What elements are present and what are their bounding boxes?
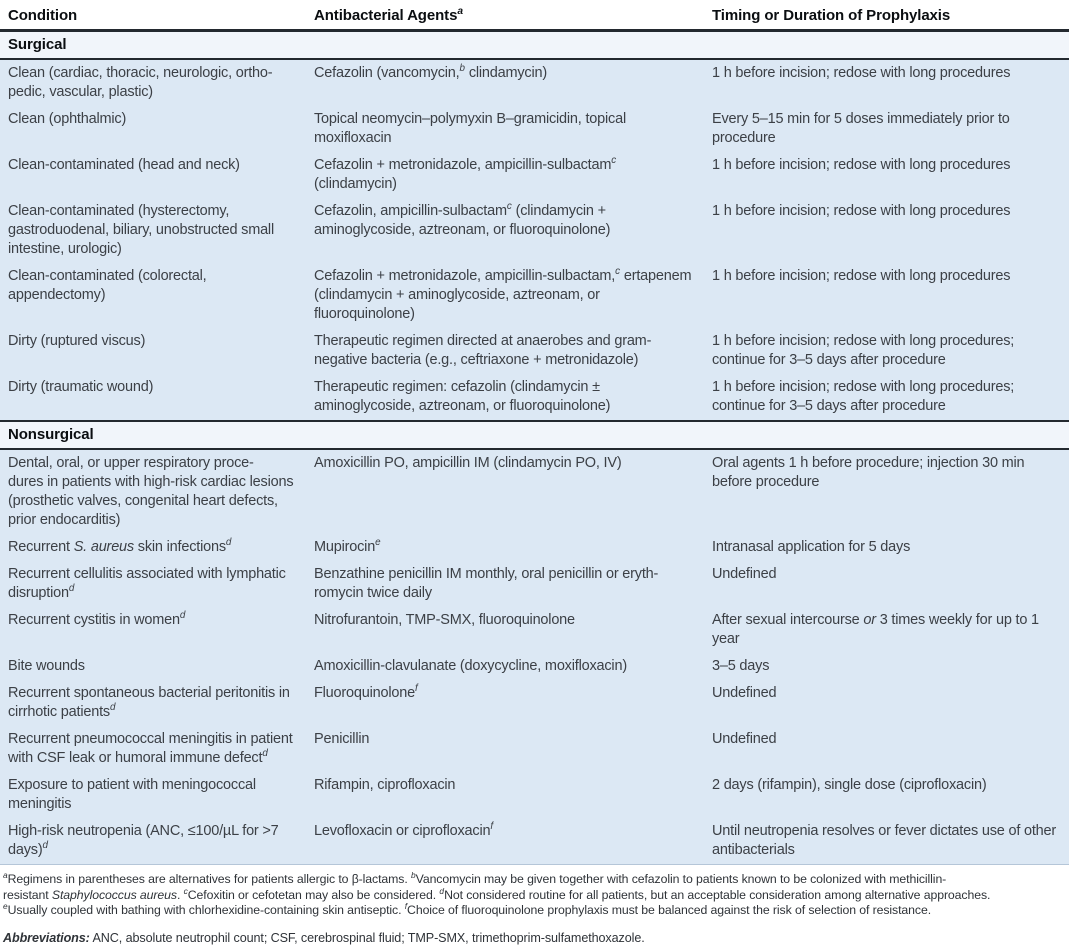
condition-cell: Dirty (ruptured viscus) — [0, 328, 306, 374]
condition-cell: Clean-contaminated (hysterectomy, gastroduodenal, biliary, unobstructed small intestine, urologic) — [0, 198, 306, 263]
section-label: Nonsurgical — [0, 421, 1069, 449]
condition-cell: High-risk neutropenia (ANC, ≤100/µL for >7 days)$^d$ — [0, 818, 306, 865]
table-row — [0, 680, 1069, 726]
condition-cell: Recurrent cystitis in women$^d$ — [0, 607, 306, 653]
timing-cell: 1 h before incision; redose with long procedures — [704, 198, 1069, 263]
section-row — [0, 31, 1069, 60]
agents-cell: Therapeutic regimen: cefazolin (clindamycin ± aminoglycoside, aztreonam, or fluoroquinolone) — [306, 374, 704, 421]
agents-cell: Nitrofurantoin, TMP-SMX, fluoroquinolone — [306, 607, 704, 653]
abbreviations-label: Abbreviations: — [3, 930, 90, 945]
condition-cell: Clean-contaminated (head and neck) — [0, 152, 306, 198]
prophylaxis-table — [0, 2, 1069, 865]
condition-cell: Dirty (traumatic wound) — [0, 374, 306, 421]
timing-cell: 2 days (rifampin), single dose (ciprofloxacin) — [704, 772, 1069, 818]
table-row — [0, 561, 1069, 607]
agents-cell: Cefazolin + metronidazole, ampicillin-sulbactam,$^c$ ertapenem (clindamycin + aminoglycoside, aztreonam, or fluoroquinolone) — [306, 263, 704, 328]
table-row — [0, 263, 1069, 328]
timing-cell: Undefined — [704, 726, 1069, 772]
table-row — [0, 772, 1069, 818]
footnotes: $^a$Regimens in parentheses are alternatives for patients allergic to β-lactams. $^b$Vancomycin may be given together with cefazolin to patients known to be colonized with methicillin- resistant Staphylococcus aureus. $^c$Cefoxitin or cefotetan may also be considered. $^d$Not considered routine for all patients, but an acceptable consideration among alternative approaches. $^e$Usually coupled with bathing with chlorhexidine-containing skin antiseptic. $^f$Choice of fluoroquinolone prophylaxis must be balanced against the risk of selection of resistance. — [3, 869, 991, 917]
table-row — [0, 653, 1069, 680]
agents-cell: Cefazolin, ampicillin-sulbactam$^c$ (clindamycin + aminoglycoside, aztreonam, or fluoroquinolone) — [306, 198, 704, 263]
agents-cell: Mupirocin$^e$ — [306, 534, 704, 561]
section-label: Surgical — [0, 31, 1069, 60]
table-row — [0, 449, 1069, 534]
condition-cell: Dental, oral, or upper respiratory proce- dures in patients with high-risk cardiac lesions (prosthetic valves, congenital heart defects, prior endocarditis) — [0, 449, 306, 534]
condition-cell: Clean (cardiac, thoracic, neurologic, ortho- pedic, vascular, plastic) — [0, 59, 306, 106]
condition-cell: Exposure to patient with meningococcal meningitis — [0, 772, 306, 818]
table-row — [0, 818, 1069, 865]
timing-cell: Undefined — [704, 680, 1069, 726]
timing-cell: Every 5–15 min for 5 doses immediately prior to procedure — [704, 106, 1069, 152]
table-row — [0, 607, 1069, 653]
timing-cell: 1 h before incision; redose with long procedures — [704, 152, 1069, 198]
timing-cell: 1 h before incision; redose with long procedures; continue for 3–5 days after procedure — [704, 328, 1069, 374]
condition-cell: Clean-contaminated (colorectal, appendectomy) — [0, 263, 306, 328]
section-row — [0, 421, 1069, 449]
table-row — [0, 534, 1069, 561]
table-row — [0, 152, 1069, 198]
agents-cell: Fluoroquinolone$^f$ — [306, 680, 704, 726]
condition-cell: Clean (ophthalmic) — [0, 106, 306, 152]
agents-cell: Cefazolin (vancomycin,$^b$ clindamycin) — [306, 59, 704, 106]
column-header-antibacterial-agents: Antibacterial Agents$^a$ — [306, 2, 704, 31]
timing-cell: 1 h before incision; redose with long procedures; continue for 3–5 days after procedure — [704, 374, 1069, 421]
timing-cell: Undefined — [704, 561, 1069, 607]
timing-cell: Oral agents 1 h before procedure; injection 30 min before procedure — [704, 449, 1069, 534]
column-header-timing: Timing or Duration of Prophylaxis — [704, 2, 1069, 31]
condition-cell: Recurrent spontaneous bacterial peritonitis in cirrhotic patients$^d$ — [0, 680, 306, 726]
timing-cell: 1 h before incision; redose with long procedures — [704, 59, 1069, 106]
agents-cell: Levofloxacin or ciprofloxacin$^f$ — [306, 818, 704, 865]
prophylaxis-table-page — [0, 2, 1069, 945]
condition-cell: Recurrent S. aureus skin infections$^d$ — [0, 534, 306, 561]
agents-cell: Amoxicillin PO, ampicillin IM (clindamycin PO, IV) — [306, 449, 704, 534]
agents-cell: Cefazolin + metronidazole, ampicillin-sulbactam$^c$ (clindamycin) — [306, 152, 704, 198]
timing-cell: Intranasal application for 5 days — [704, 534, 1069, 561]
timing-cell: 1 h before incision; redose with long procedures — [704, 263, 1069, 328]
table-row — [0, 726, 1069, 772]
timing-cell: After sexual intercourse or 3 times weekly for up to 1 year — [704, 607, 1069, 653]
agents-cell: Rifampin, ciprofloxacin — [306, 772, 704, 818]
table-row — [0, 374, 1069, 421]
agents-cell: Penicillin — [306, 726, 704, 772]
condition-cell: Bite wounds — [0, 653, 306, 680]
agents-cell: Benzathine penicillin IM monthly, oral penicillin or eryth- romycin twice daily — [306, 561, 704, 607]
agents-cell: Amoxicillin-clavulanate (doxycycline, moxifloxacin) — [306, 653, 704, 680]
table-row — [0, 328, 1069, 374]
condition-cell: Recurrent pneumococcal meningitis in patient with CSF leak or humoral immune defect$^d$ — [0, 726, 306, 772]
table-body — [0, 31, 1069, 865]
abbreviations-text: ANC, absolute neutrophil count; CSF, cerebrospinal fluid; TMP-SMX, trimethoprim-sulfamethoxazole. — [92, 930, 645, 945]
table-row — [0, 106, 1069, 152]
abbreviations — [0, 919, 1069, 946]
header-row — [0, 2, 1069, 31]
condition-cell: Recurrent cellulitis associated with lymphatic disruption$^d$ — [0, 561, 306, 607]
table-header — [0, 2, 1069, 31]
agents-cell: Topical neomycin–polymyxin B–gramicidin, topical moxifloxacin — [306, 106, 704, 152]
table-row — [0, 59, 1069, 106]
agents-cell: Therapeutic regimen directed at anaerobes and gram-negative bacteria (e.g., ceftriaxone + metronidazole) — [306, 328, 704, 374]
column-header-condition: Condition — [0, 2, 306, 31]
timing-cell: Until neutropenia resolves or fever dictates use of other antibacterials — [704, 818, 1069, 865]
table-row — [0, 198, 1069, 263]
timing-cell: 3–5 days — [704, 653, 1069, 680]
